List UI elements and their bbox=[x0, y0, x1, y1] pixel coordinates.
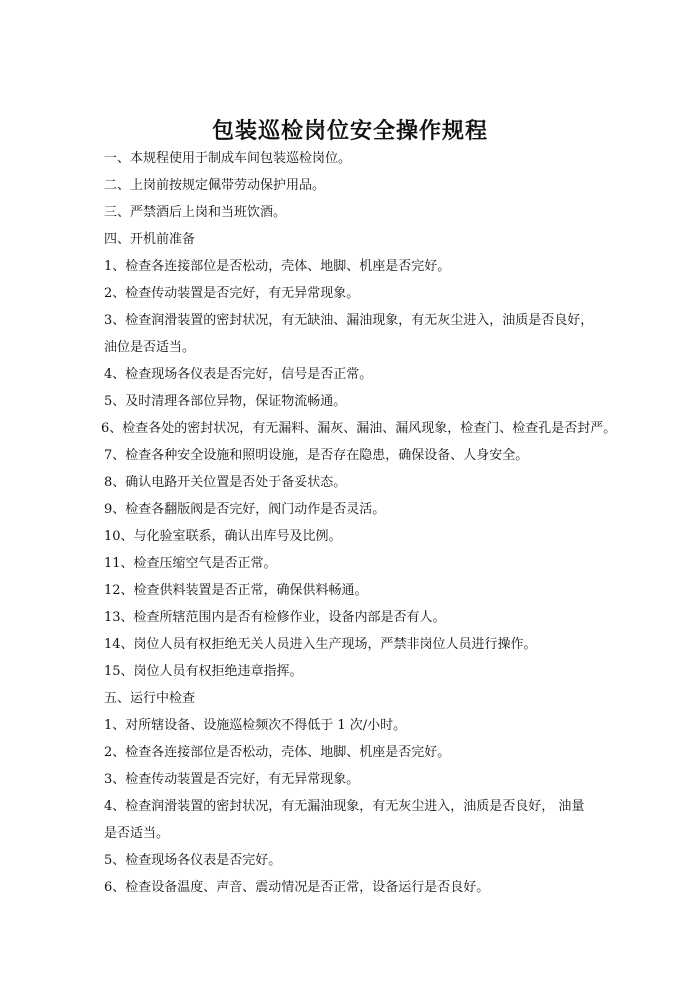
document-line: 2、检查各连接部位是否松动，壳体、地脚、机座是否完好。 bbox=[104, 745, 451, 760]
document-line: 13、检查所辖范围内是否有检修作业，设备内部是否有人。 bbox=[104, 610, 446, 625]
document-line: 一、本规程使用于制成车间包装巡检岗位。 bbox=[104, 151, 352, 166]
document-line: 15、岗位人员有权拒绝违章指挥。 bbox=[104, 664, 303, 679]
document-line: 1、对所辖设备、设施巡检频次不得低于 1 次/小时。 bbox=[104, 718, 407, 733]
document-line: 2、检查传动装置是否完好，有无异常现象。 bbox=[104, 286, 360, 301]
document-line: 3、检查润滑装置的密封状况，有无缺油、漏油现象，有无灰尘进入，油质是否良好， bbox=[104, 313, 594, 328]
document-line: 7、检查各种安全设施和照明设施，是否存在隐患，确保设备、人身安全。 bbox=[104, 448, 529, 463]
section-heading: 五、运行中检查 bbox=[104, 691, 196, 706]
document-line: 6、检查各处的密封状况，有无漏料、漏灰、漏油、漏风现象，检查门、检查孔是否封严。 bbox=[101, 421, 617, 436]
document-line: 1、检查各连接部位是否松动，壳体、地脚、机座是否完好。 bbox=[104, 259, 451, 274]
document-line: 6、检查设备温度、声音、震动情况是否正常，设备运行是否良好。 bbox=[104, 880, 490, 895]
document-line: 12、检查供料装置是否正常，确保供料畅通。 bbox=[104, 583, 368, 598]
document-line: 3、检查传动装置是否完好，有无异常现象。 bbox=[104, 772, 360, 787]
document-line: 4、检查现场各仪表是否完好，信号是否正常。 bbox=[104, 367, 373, 382]
document-line: 14、岗位人员有权拒绝无关人员进入生产现场，严禁非岗位人员进行操作。 bbox=[104, 637, 537, 652]
document-line: 是否适当。 bbox=[104, 826, 170, 841]
document-line: 5、及时清理各部位异物，保证物流畅通。 bbox=[104, 394, 347, 409]
document-line: 9、检查各翻版阀是否完好，阀门动作是否灵活。 bbox=[104, 502, 386, 517]
document-line: 10、与化验室联系，确认出库号及比例。 bbox=[104, 529, 342, 544]
document-line: 4、检查润滑装置的密封状况，有无漏油现象，有无灰尘进入，油质是否良好， 油量 bbox=[104, 799, 585, 814]
section-heading: 四、开机前准备 bbox=[104, 232, 196, 247]
document-line: 二、上岗前按规定佩带劳动保护用品。 bbox=[104, 178, 326, 193]
document-line: 8、确认电路开关位置是否处于备妥状态。 bbox=[104, 475, 347, 490]
document-line: 油位是否适当。 bbox=[104, 340, 196, 355]
document-line: 三、严禁酒后上岗和当班饮酒。 bbox=[104, 205, 287, 220]
document-line: 11、检查压缩空气是否正常。 bbox=[104, 556, 277, 571]
document-line: 5、检查现场各仪表是否完好。 bbox=[104, 853, 282, 868]
document-title: 包装巡检岗位安全操作规程 bbox=[211, 118, 488, 144]
